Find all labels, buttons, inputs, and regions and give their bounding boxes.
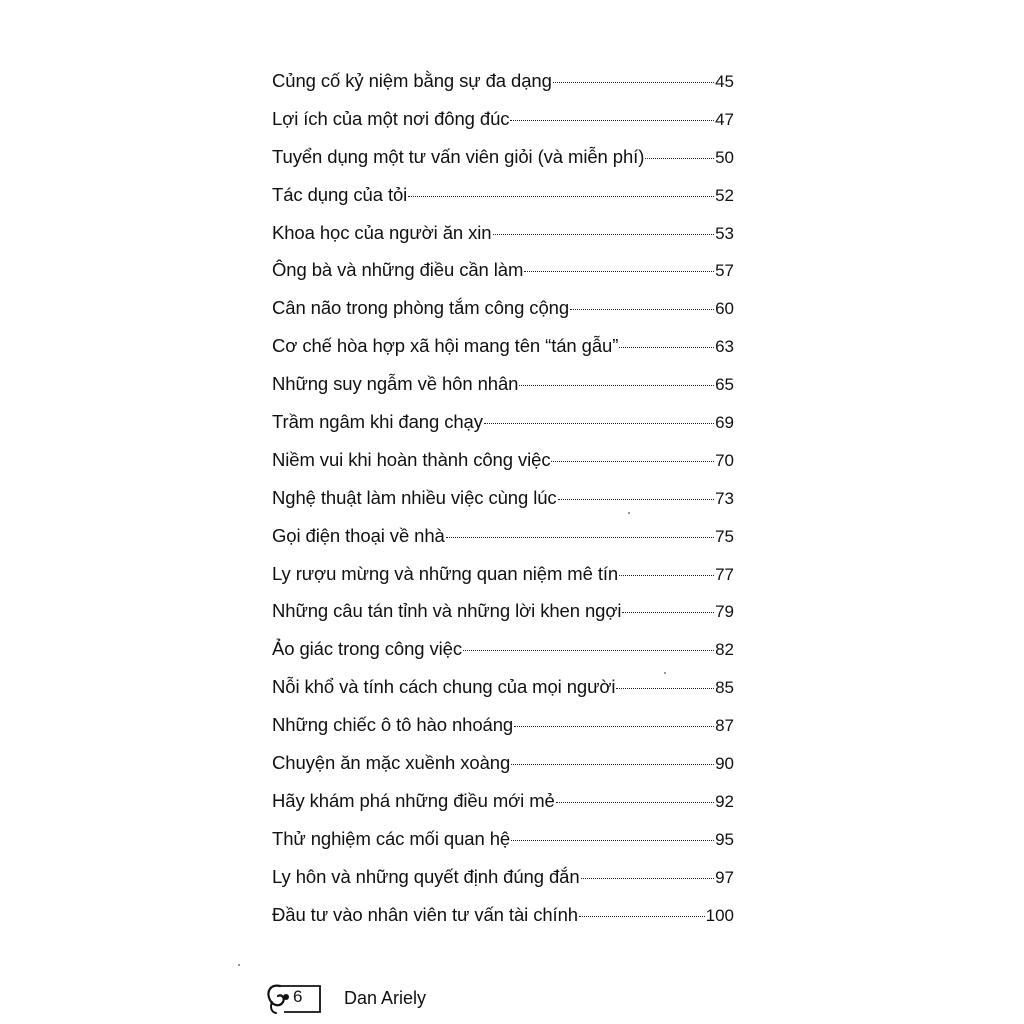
toc-entry-page-number: 73: [715, 488, 734, 508]
toc-entry-page-number: 45: [715, 72, 734, 91]
toc-entry-page-number: 52: [715, 185, 734, 205]
toc-entry-title: Những câu tán tỉnh và những lời khen ngợi: [272, 600, 622, 622]
paper-speck: [238, 964, 240, 966]
toc-entry-title: Đầu tư vào nhân viên tư vấn tài chính: [272, 903, 578, 925]
toc-entry-title: Ly hôn và những quyết định đúng đắn: [272, 865, 580, 887]
toc-entry-title: Những chiếc ô tô hào nhoáng: [272, 714, 514, 736]
toc-entry: [272, 62, 734, 100]
toc-entry: [272, 479, 734, 517]
toc-entry-page-number: 47: [715, 109, 734, 129]
toc-entry: [272, 214, 734, 252]
toc-entry-title: Hãy khám phá những điều mới mẻ: [272, 789, 555, 811]
paper-speck: [628, 512, 630, 514]
toc-entry: [272, 706, 734, 744]
toc-entry-title: Niềm vui khi hoàn thành công việc: [272, 448, 551, 470]
toc-entry: [272, 782, 734, 820]
toc-entry-page-number: 100: [705, 905, 734, 925]
table-of-contents: [272, 62, 734, 933]
toc-entry-page-number: 69: [715, 413, 734, 433]
toc-entry-title: Nghệ thuật làm nhiều việc cùng lúc: [272, 486, 557, 508]
toc-entry-title: Chuyện ăn mặc xuềnh xoàng: [272, 752, 511, 774]
toc-entry-page-number: 90: [715, 754, 734, 774]
toc-entry-page-number: 50: [715, 147, 734, 167]
dot-leader: [581, 878, 715, 879]
toc-entry-page-number: 63: [715, 337, 734, 357]
toc-entry-title: Ảo giác trong công việc: [272, 638, 463, 660]
dot-leader: [484, 423, 714, 424]
toc-entry: [272, 138, 734, 176]
dot-leader: [553, 82, 714, 83]
toc-entry: [272, 517, 734, 555]
toc-entry-title: Cân não trong phòng tắm công cộng: [272, 297, 570, 319]
running-footer-author: Dan Ariely: [344, 987, 427, 1008]
dot-leader: [579, 916, 705, 917]
dot-leader: [551, 461, 714, 462]
toc-entry-title: Tuyển dụng một tư vấn viên giỏi (và miễn phí): [272, 145, 645, 167]
toc-entry-title: Trầm ngâm khi đang chạy: [272, 411, 483, 433]
dot-leader: [510, 120, 714, 121]
dot-leader: [622, 612, 714, 613]
dot-leader: [514, 726, 714, 727]
toc-entry: [272, 896, 734, 934]
paper-speck: [664, 672, 666, 674]
toc-entry-title: Tác dụng của tỏi: [272, 183, 408, 205]
toc-entry-page-number: 53: [715, 223, 734, 243]
dot-leader: [463, 650, 714, 651]
toc-entry-title: Gọi điện thoại về nhà: [272, 524, 445, 546]
dot-leader: [619, 575, 714, 576]
toc-entry: [272, 251, 734, 289]
dot-leader: [616, 688, 714, 689]
toc-entry-title: Lợi ích của một nơi đông đúc: [272, 107, 510, 129]
dot-leader: [524, 271, 714, 272]
toc-entry-title: Ly rượu mừng và những quan niệm mê tín: [272, 562, 619, 584]
dot-leader: [493, 234, 715, 235]
toc-entry-page-number: 65: [715, 375, 734, 395]
toc-entry-title: Củng cố kỷ niệm bằng sự đa dạng: [272, 70, 552, 91]
toc-entry: [272, 365, 734, 403]
page-number: 6: [293, 987, 303, 1006]
toc-entry: [272, 592, 734, 630]
toc-entry-page-number: 77: [715, 564, 734, 584]
dot-leader: [511, 764, 714, 765]
toc-entry-page-number: 75: [715, 526, 734, 546]
toc-entry-page-number: 87: [715, 716, 734, 736]
dot-leader: [446, 537, 714, 538]
toc-entry-page-number: 85: [715, 678, 734, 698]
toc-entry: [272, 630, 734, 668]
dot-leader: [619, 347, 714, 348]
page-footer: [262, 980, 426, 1016]
toc-entry: [272, 327, 734, 365]
toc-entry: [272, 289, 734, 327]
toc-entry: [272, 555, 734, 593]
dot-leader: [556, 802, 714, 803]
dot-leader: [408, 196, 714, 197]
toc-entry-title: Cơ chế hòa hợp xã hội mang tên “tán gẫu”: [272, 335, 619, 357]
dot-leader: [558, 499, 715, 500]
toc-entry-page-number: 95: [715, 829, 734, 849]
toc-entry-page-number: 57: [715, 261, 734, 281]
toc-entry-page-number: 97: [715, 867, 734, 887]
dot-leader: [645, 158, 714, 159]
toc-entry-title: Ông bà và những điều cần làm: [272, 259, 524, 281]
toc-entry-title: Khoa học của người ăn xin: [272, 221, 492, 243]
dot-leader: [519, 385, 714, 386]
toc-entry: [272, 403, 734, 441]
toc-entry-title: Nỗi khổ và tính cách chung của mọi người: [272, 676, 616, 698]
toc-entry-page-number: 82: [715, 640, 734, 660]
toc-entry: [272, 820, 734, 858]
toc-entry: [272, 100, 734, 138]
toc-entry-page-number: 92: [715, 791, 734, 811]
toc-entry-page-number: 70: [715, 450, 734, 470]
page-number-box: [262, 980, 322, 1016]
toc-entry-title: Thử nghiệm các mối quan hệ: [272, 827, 511, 849]
swirl-ornament-icon: [262, 980, 322, 1016]
toc-entry-title: Những suy ngẫm về hôn nhân: [272, 373, 519, 395]
dot-leader: [570, 309, 714, 310]
toc-entry-page-number: 79: [715, 602, 734, 622]
toc-entry: [272, 441, 734, 479]
toc-entry: [272, 858, 734, 896]
toc-entry: [272, 176, 734, 214]
toc-entry-page-number: 60: [715, 299, 734, 319]
dot-leader: [511, 840, 714, 841]
toc-entry: [272, 744, 734, 782]
